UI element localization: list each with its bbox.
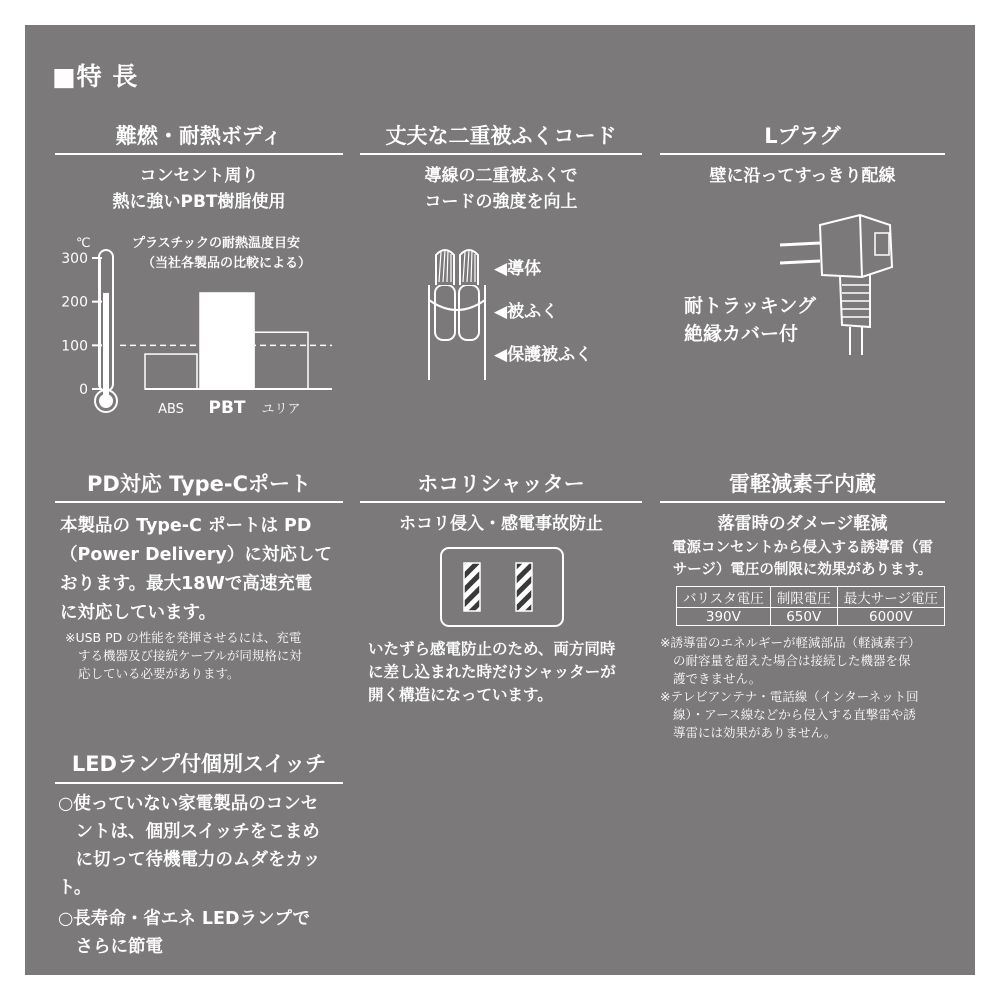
section-rule bbox=[660, 153, 945, 155]
label-conductor: ◀導体 bbox=[494, 259, 542, 279]
thermometer-level bbox=[103, 293, 109, 395]
section-rule bbox=[660, 501, 945, 503]
label-insulation: ◀被ふく bbox=[494, 302, 559, 322]
page-title: ■特 長 bbox=[52, 62, 139, 91]
dust-shutter-outlet-illustration bbox=[440, 547, 564, 627]
cord-cross-section-illustration bbox=[415, 240, 495, 380]
sec6-subtitle: 落雷時のダメージ軽減 bbox=[717, 514, 888, 534]
chart-caption-1: プラスチックの耐熱温度目安 bbox=[132, 236, 300, 251]
heat-resistance-chart bbox=[40, 225, 350, 425]
section-rule bbox=[55, 782, 343, 784]
sec1-subtitle-2: 熱に強いPBT樹脂使用 bbox=[112, 192, 286, 212]
chart-bar-0 bbox=[145, 354, 197, 389]
chart-category-label: ユリア bbox=[261, 402, 301, 417]
sec1-subtitle-1: コンセント周り bbox=[139, 166, 259, 186]
l-plug-label-2: 絶縁カバー付 bbox=[684, 323, 799, 345]
led-switch-description: ○使っていない家電製品のコンセ ントは、個別スイッチをこまめ に切って待機電力のムダをカット。 ○長寿命・省エネ LEDランプで さらに節電 bbox=[58, 794, 321, 957]
chart-tick-label: 200 bbox=[61, 294, 88, 311]
section-rule bbox=[360, 153, 642, 155]
section-title-double-insulation: 丈夫な二重被ふくコード bbox=[385, 124, 617, 148]
chart-category-label: ABS bbox=[158, 402, 184, 417]
section-rule bbox=[55, 153, 343, 155]
sec2-subtitle-1: 導線の二重被ふくで bbox=[424, 166, 578, 186]
sec5-subtitle: ホコリ侵入・感電事故防止 bbox=[399, 514, 603, 534]
section-rule bbox=[360, 501, 642, 503]
type-c-note: ※USB PD の性能を発揮させるには、充電 する機器及び接続ケーブルが同規格に対 応している必要があります。 bbox=[65, 630, 302, 681]
l-plug-label-1: 耐トラッキング bbox=[684, 295, 817, 317]
thermometer-bulb-fill bbox=[99, 394, 113, 408]
chart-tick-label: 0 bbox=[79, 382, 88, 398]
chart-category-label: PBT bbox=[208, 398, 246, 418]
chart-tick-label: 300 bbox=[61, 251, 88, 267]
chart-y-unit: ℃ bbox=[76, 236, 91, 251]
sec2-subtitle-2: コードの強度を向上 bbox=[424, 192, 578, 212]
chart-tick-label: 100 bbox=[61, 338, 88, 355]
surge-description: 電源コンセントから侵入する誘導雷（雷 サージ）電圧の制限に効果があります。 bbox=[672, 540, 933, 578]
surge-voltage-table bbox=[676, 586, 945, 626]
section-title-led-switch: LEDランプ付個別スイッチ bbox=[71, 752, 327, 776]
section-rule bbox=[55, 501, 343, 503]
section-title-dust-shutter: ホコリシャッター bbox=[417, 472, 585, 496]
section-title-type-c: PD対応 Type-Cポート bbox=[86, 472, 312, 496]
surge-notes: ※誘導雷のエネルギーが軽減部品（軽減素子） の耐容量を超えた場合は接続した機器を保 護できません。 ※テレビアンテナ・電話線（インターネット回 線）・アース線などから侵入する直撃雷や誘 導雷には効果がありません。 bbox=[660, 635, 921, 740]
section-title-flame-retardant: 難燃・耐熱ボディ bbox=[115, 124, 283, 148]
table-row: 390V 650V 6000V bbox=[677, 608, 945, 626]
chart-bar-2 bbox=[254, 332, 308, 389]
section-title-surge-protection: 雷軽減素子内蔵 bbox=[729, 472, 876, 496]
dust-shutter-description: いたずら感電防止のため、両方同時 に差し込まれた時だけシャッターが 開く構造になっています。 bbox=[368, 640, 616, 704]
section-title-l-plug: Lプラグ bbox=[764, 124, 841, 148]
label-protective-sheath: ◀保護被ふく bbox=[494, 345, 593, 365]
chart-caption-2: （当社各製品の比較による） bbox=[142, 256, 312, 271]
table-header-row: バリスタ電圧 制限電圧 最大サージ電圧 bbox=[677, 587, 945, 608]
sec3-subtitle: 壁に沿ってすっきり配線 bbox=[709, 166, 896, 186]
type-c-description: 本製品の Type-C ポートは PD （Power Delivery）に対応して おります。最大18Wで高速充電 に対応しています。 bbox=[60, 516, 332, 623]
chart-bar-1 bbox=[200, 293, 254, 389]
